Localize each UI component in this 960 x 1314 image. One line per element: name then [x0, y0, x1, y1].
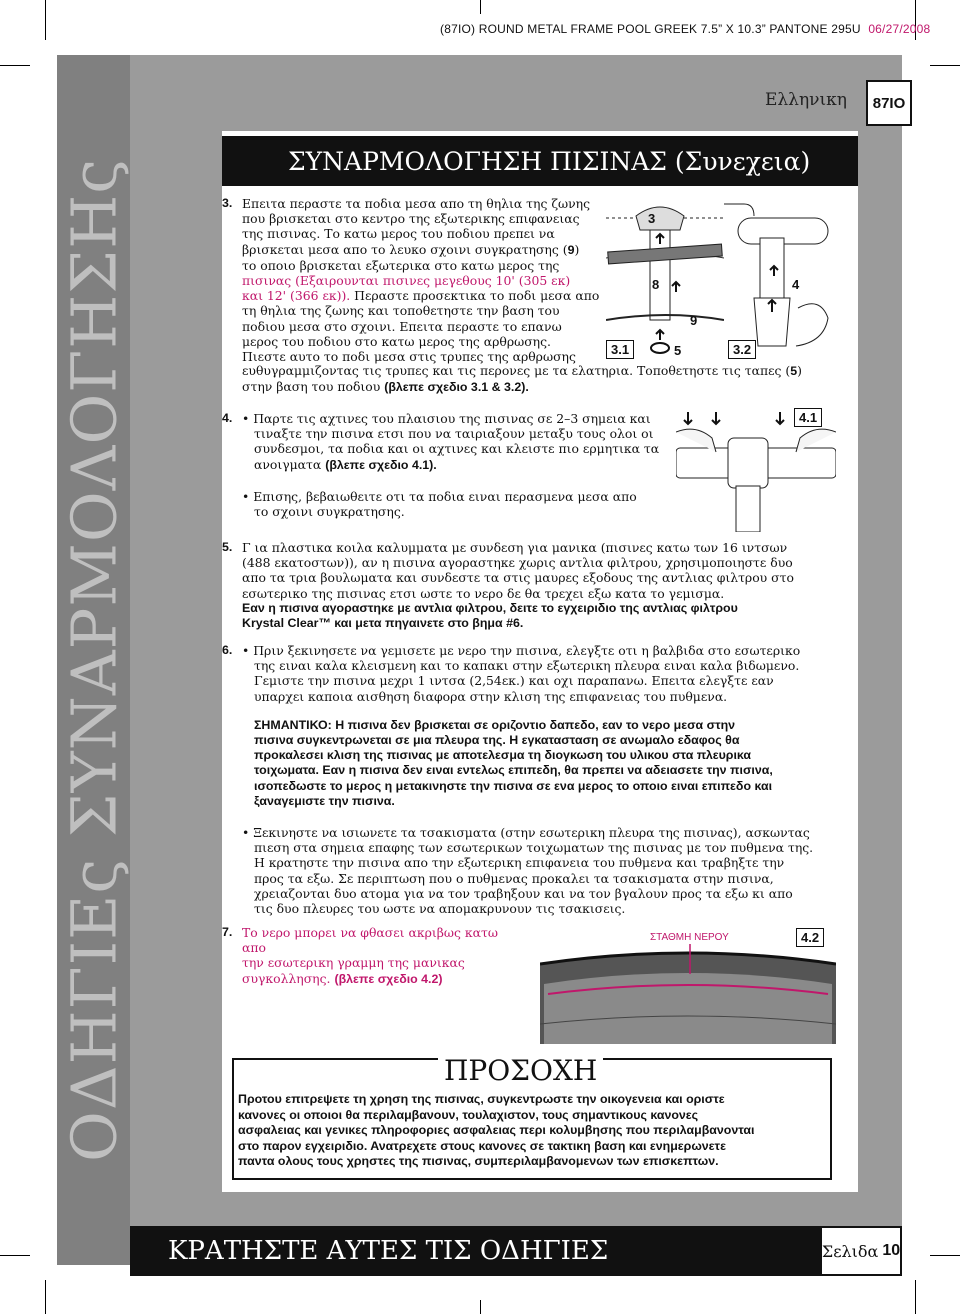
language-label: Ελληνικη	[765, 90, 847, 110]
figure-3-2	[724, 196, 834, 362]
callout-3: 3	[648, 211, 656, 226]
text-line: Πιεστε αυτο το ποδι μεσα στις τρυπες της αρθρωσης	[242, 349, 576, 365]
step-number: 7.	[222, 925, 233, 939]
text-line: • Πριν ξεκινησετε να γεμισετε με νερο την πισινα, ελεγξτε οτι η βαλβιδα στο εσωτερικο	[242, 643, 801, 658]
text-line: χρειαζονται δυο ατομα για να τον τραβηξουν και να τον βγαλουν προς τα εξω κι απο	[254, 885, 793, 901]
step-number: 4.	[222, 411, 233, 425]
text-line: πιεση στα σημεια επαφης των εσωτερικων τοιχωματων της πισινας με τον πυθμενα της.	[254, 840, 814, 856]
text-line: Προτου επιτρεψετε τη χρηση της πισινας, συγκεντρωστε την οικογενεια και οριστε	[238, 1092, 725, 1106]
sidebar	[57, 55, 130, 1265]
warning-title: ΠΡΟΣΟΧΗ	[438, 1054, 603, 1087]
callout-9: 9	[690, 313, 698, 328]
text-line: ισοπεδωστε το μερος η μετακινηστε την πισινα σε ενα μερος το οποιο ειναι επιπεδο και	[254, 778, 773, 793]
crop-mark	[930, 1255, 960, 1256]
text-line: • Ξεκινηστε να ισιωνετε τα τσακισματα (στην εσωτερικη πλευρα της πισινας), ασκωντας	[242, 825, 810, 841]
text-line: συνδεσμοι, τα ποδια και οι αχτινες και κλειστε πιο ερμητικα τα	[254, 441, 660, 457]
print-spec-line	[440, 22, 930, 36]
figure-label: 3.1	[606, 340, 634, 359]
step-number: 6.	[222, 643, 233, 657]
text-line: συγκολλησης. (βλεπε σχεδιο 4.2)	[242, 970, 443, 986]
text-line: της ειναι καλα κλεισμενη και το καπακι στην εξωτερικη πλευρα ειναι καλα βιδωμενο.	[254, 658, 800, 674]
footer-bar: ΚΡΑΤΗΣΤΕ ΑΥΤΕΣ ΤΙΣ ΟΔΗΓΙΕΣ	[130, 1226, 820, 1276]
text-line: Επειτα περαστε τα ποδια μεσα απο τη θηλια της ζωνης	[242, 196, 591, 211]
figure-label: 4.1	[794, 408, 822, 427]
text-line: Η κρατηστε την πισινα απο την εξωτερικη επιφανεια του πυθμενα και τραβηξτε την	[254, 855, 785, 871]
sidebar-title: ΟΔΗΓΙΕς ΣΥΝΑΡΜΟΛΟΓΗΣΗς	[57, 157, 130, 1163]
crop-mark	[45, 0, 46, 40]
text-line: και 12' (366 εκ)). Περαστε προσεκτικα το ποδι μεσα απο	[242, 288, 600, 304]
text-line: υπαρχει καποια αισθηση διαφορα στην κλιση της επιφανειας του πυθμενα.	[254, 688, 728, 704]
step-7	[222, 925, 522, 987]
text-line: τοιχωματα. Εαν η πισινα δεν ειναι εντελως επιπεδη, θα πρεπει να αδειασετε την πισινα,	[254, 763, 773, 778]
figure-4-1	[676, 408, 836, 532]
joint-leg-illustration	[724, 196, 834, 362]
step-6	[222, 643, 842, 916]
text-line: την εσωτερικη γραμμη της μανικας	[242, 955, 465, 971]
model-badge: 87IO	[866, 80, 912, 126]
print-spec: (87IO) ROUND METAL FRAME POOL GREEK 7.5” X 10.3” PANTONE 295U	[440, 22, 861, 36]
text-line: ευθυγραμμιζοντας τις τρυπες και τις περονες με τα ελατηρια. Τοποθετηστε τις ταπες (5)	[242, 363, 802, 378]
text-line: παντα ολους τους χρηστες της πισινας, συμπεριλαμβανομενων των επισκεπτων.	[238, 1154, 719, 1169]
text-line: Γεμιστε την πισινα μεχρι 1 ιντσα (2,54εκ.) και οχι παραπανω. Επειτα ελεγξτε εαν	[254, 673, 774, 689]
callout-8: 8	[652, 277, 660, 292]
text-line: Το νερο μπορει να φθασει ακριβως κατω απο	[242, 925, 498, 956]
text-line: το σχοινι συγκρατησης.	[254, 504, 405, 520]
crop-mark	[45, 1280, 46, 1314]
section-title: ΣΥΝΑΡΜΟΛΟΓΗΣΗ ΠΙΣΙΝΑΣ (Συνεχεια)	[222, 136, 858, 186]
text-line: • Παρτε τις αχτινες του πλαισιου της πισινας σε 2–3 σημεια και	[242, 411, 651, 426]
text-line: • Επισης, βεβαιωθειτε οτι τα ποδια ειναι περασμενα μεσα απο	[242, 488, 637, 504]
text-line: Γ ια πλαστικα κοιλα καλυμματα με συνδεση για μανικα (πισινες κατω των 16 ιντσων	[242, 540, 788, 555]
step-4	[222, 411, 672, 519]
text-line: (488 εκατοστων)), αν η πισινα αγοραστηκε χωρις αντλια φιλτρου, χρησιμοποιηστε δυο	[242, 555, 793, 571]
text-line: ξαναγεμιστε την πισινα.	[254, 793, 395, 808]
leg-belt-illustration	[606, 196, 724, 362]
callout-5: 5	[674, 343, 682, 358]
text-line: Krystal Clear™ και μετα πηγαινετε στο βημα #6.	[242, 616, 524, 631]
text-line: ποδιου μεσα στο σχοινι. Επειτα περαστε το επανω	[242, 318, 562, 334]
page-word: Σελιδα	[821, 1241, 879, 1261]
step-number: 5.	[222, 540, 233, 554]
text-line: Εαν η πισινα αγοραστηκε με αντλια φιλτρου, δειτε το εγχειριδιο της αντλιας φιλτρου	[242, 600, 738, 615]
text-line: τις δυο πλευρες του ωστε να απομακρυνουν τις τσακισεις.	[254, 901, 626, 917]
page-number	[820, 1226, 902, 1276]
page-num: 10	[882, 1242, 901, 1259]
text-line: της πισινας. Το κατω μερος του ποδιου πρεπει να	[242, 226, 555, 242]
step-number: 3.	[222, 196, 233, 210]
text-line: προκαλεσει κλιση της πισινας με αποτελεσμα τη διογκωση του υλικου στα πλευρικα	[254, 748, 752, 763]
text-line: πισινα συγκεντρωνεται σε μια πλευρα της. Η εγκατασταση σε ανωμαλο εδαφος θα	[254, 733, 740, 748]
text-line: μερος του ποδιου στο κατω μερος της αρθρωσης.	[242, 333, 551, 349]
figure-4-2	[540, 924, 836, 1044]
crop-mark	[930, 65, 960, 66]
text-line: στην βαση του ποδιου (βλεπε σχεδιο 3.1 & 3.2).	[242, 379, 529, 395]
print-date: 06/27/2008	[868, 22, 931, 36]
crop-mark	[915, 1280, 916, 1314]
figure-label: 3.2	[728, 340, 756, 359]
text-line: βρισκεται μεσα απο το λευκο σχοινι συγκρατησης (9)	[242, 241, 580, 257]
text-line: πισινας (Εξαιρουνται πισινες μεγεθους 10' (305 εκ)	[242, 273, 571, 289]
step-3-cont	[242, 363, 842, 395]
text-line: το οποιο βρισκεται εξωτερικα στο κατω μερος της	[242, 257, 560, 273]
text-line: εσωτερικο της πισινας ετσι ωστε το νερο δε θα τρεχει εξω κατα το γεμισμα.	[242, 585, 725, 601]
text-line: στο παρον εγχειριδιο. Ανατρεχετε στους κανονες σε τακτικη βαση και ενημερωνετε	[238, 1138, 726, 1153]
callout-4: 4	[792, 277, 800, 292]
text-line: που βρισκεται στο κεντρο της εξωτερικης επιφανειας	[242, 211, 580, 227]
text-line: τιναξτε την πισινα ετσι που να ταιριαξουν μεταξυ τους ολοι οι	[254, 426, 654, 442]
text-line: κανονες οι οποιοι θα περιλαμβανουν, τουλαχιστον, τους σημαντικους κανονες	[238, 1107, 699, 1122]
crop-mark	[0, 65, 30, 66]
text-line: ασφαλειας και γενικες πληροφοριες ασφαλειας περι κολυμβησης που περιλαμβανονται	[238, 1123, 755, 1138]
figure-3-1	[606, 196, 724, 362]
crop-mark	[480, 1300, 481, 1314]
important-notice	[242, 718, 842, 809]
text-line: ανοιγματα (βλεπε σχεδιο 4.1).	[254, 456, 437, 472]
crop-mark	[0, 1255, 30, 1256]
step-5	[222, 540, 842, 631]
text-line: ΣΗΜΑΝΤΙΚΟ: Η πισινα δεν βρισκεται σε οριζοντιο δαπεδο, εαν το νερο μεσα στην	[254, 717, 736, 732]
text-line: απο τα τρια βουλωματα και συνδεστε τα στις μαυρες εξοδους της αντλιας φιλτρου στο	[242, 570, 794, 586]
water-level-label: ΣΤΑΘΜΗ ΝΕΡΟΥ	[650, 932, 729, 943]
crop-mark	[480, 0, 481, 14]
text-line: προς τα εξω. Σε περιπτωση που ο πυθμενας προκαλει τα τσακισματα στην πισινα,	[254, 870, 774, 886]
figure-label: 4.2	[796, 928, 824, 947]
text-line: τη θηλια της ζωνης και τοποθετηστε την βαση του	[242, 303, 560, 319]
